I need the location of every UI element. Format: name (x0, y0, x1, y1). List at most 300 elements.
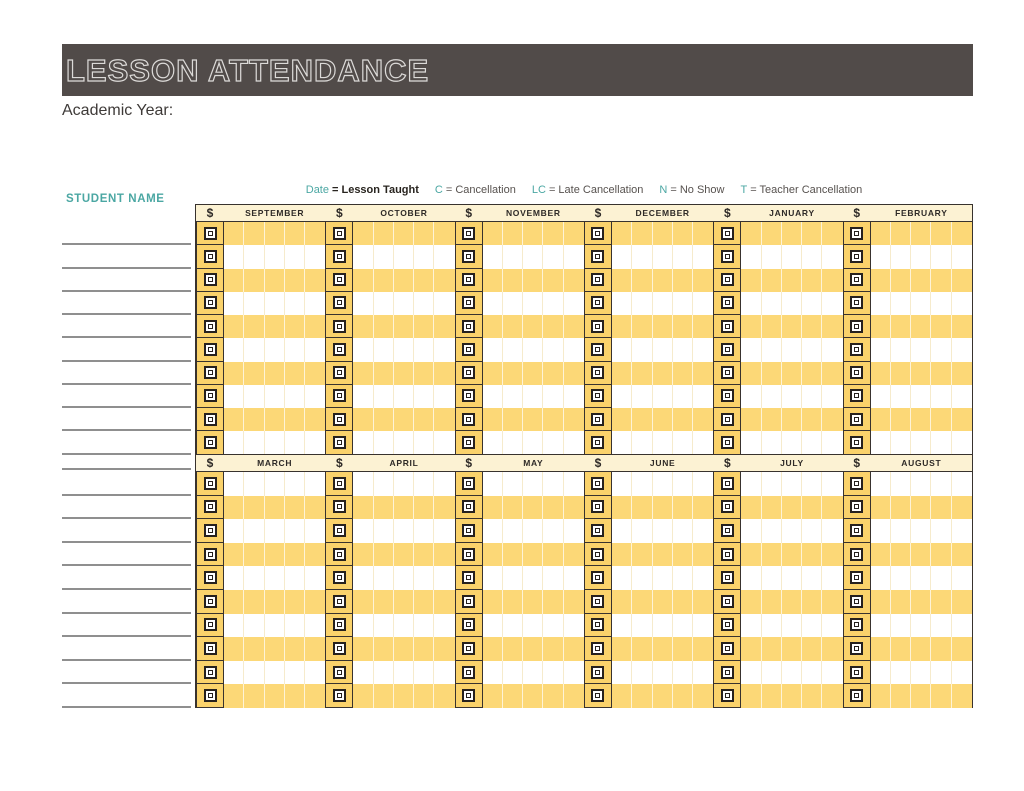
attendance-cell[interactable] (612, 614, 632, 638)
fee-checkbox-cell[interactable] (713, 269, 741, 292)
fee-checkbox-cell[interactable] (325, 472, 353, 496)
fee-checkbox-cell[interactable] (196, 315, 224, 338)
attendance-cell[interactable] (523, 472, 543, 496)
attendance-cell[interactable] (434, 472, 454, 496)
attendance-cell[interactable] (564, 566, 584, 590)
fee-checkbox-cell[interactable] (713, 472, 741, 496)
attendance-cell[interactable] (414, 222, 434, 245)
attendance-cell[interactable] (653, 292, 673, 315)
attendance-cell[interactable] (891, 269, 911, 292)
attendance-cell[interactable] (741, 566, 761, 590)
fee-checkbox-cell[interactable] (196, 590, 224, 614)
attendance-cell[interactable] (305, 614, 325, 638)
attendance-cell[interactable] (414, 385, 434, 408)
attendance-cell[interactable] (483, 637, 503, 661)
fee-checkbox-cell[interactable] (584, 269, 612, 292)
attendance-cell[interactable] (871, 590, 891, 614)
attendance-cell[interactable] (822, 684, 842, 708)
attendance-cell[interactable] (543, 566, 563, 590)
attendance-cell[interactable] (374, 590, 394, 614)
attendance-cell[interactable] (931, 245, 951, 268)
attendance-cell[interactable] (374, 385, 394, 408)
attendance-cell[interactable] (224, 315, 244, 338)
attendance-cell[interactable] (503, 315, 523, 338)
attendance-cell[interactable] (871, 637, 891, 661)
attendance-cell[interactable] (612, 684, 632, 708)
attendance-cell[interactable] (523, 222, 543, 245)
attendance-cell[interactable] (952, 431, 972, 454)
attendance-cell[interactable] (802, 472, 822, 496)
attendance-cell[interactable] (632, 472, 652, 496)
attendance-cell[interactable] (653, 245, 673, 268)
attendance-cell[interactable] (802, 496, 822, 520)
attendance-cell[interactable] (543, 543, 563, 567)
attendance-cell[interactable] (632, 245, 652, 268)
attendance-cell[interactable] (822, 362, 842, 385)
fee-checkbox-cell[interactable] (584, 315, 612, 338)
attendance-cell[interactable] (632, 590, 652, 614)
attendance-cell[interactable] (673, 362, 693, 385)
attendance-cell[interactable] (693, 269, 713, 292)
attendance-cell[interactable] (673, 519, 693, 543)
fee-checkbox-cell[interactable] (584, 292, 612, 315)
attendance-cell[interactable] (483, 362, 503, 385)
attendance-cell[interactable] (434, 292, 454, 315)
attendance-cell[interactable] (673, 684, 693, 708)
attendance-cell[interactable] (353, 338, 373, 361)
fee-checkbox-cell[interactable] (455, 590, 483, 614)
fee-checkbox-cell[interactable] (455, 684, 483, 708)
fee-checkbox-cell[interactable] (713, 590, 741, 614)
attendance-cell[interactable] (305, 362, 325, 385)
attendance-cell[interactable] (265, 637, 285, 661)
fee-checkbox-cell[interactable] (713, 566, 741, 590)
fee-checkbox-cell[interactable] (196, 543, 224, 567)
attendance-cell[interactable] (353, 245, 373, 268)
attendance-cell[interactable] (653, 566, 673, 590)
attendance-cell[interactable] (673, 245, 693, 268)
attendance-cell[interactable] (265, 385, 285, 408)
attendance-cell[interactable] (224, 222, 244, 245)
attendance-cell[interactable] (503, 338, 523, 361)
attendance-cell[interactable] (224, 431, 244, 454)
attendance-cell[interactable] (374, 637, 394, 661)
attendance-cell[interactable] (244, 590, 264, 614)
attendance-cell[interactable] (782, 362, 802, 385)
attendance-cell[interactable] (612, 566, 632, 590)
attendance-cell[interactable] (931, 614, 951, 638)
attendance-cell[interactable] (931, 684, 951, 708)
fee-checkbox-cell[interactable] (325, 431, 353, 454)
attendance-cell[interactable] (244, 269, 264, 292)
attendance-cell[interactable] (543, 614, 563, 638)
attendance-cell[interactable] (434, 661, 454, 685)
fee-checkbox-cell[interactable] (843, 519, 871, 543)
attendance-cell[interactable] (802, 590, 822, 614)
fee-checkbox-cell[interactable] (584, 496, 612, 520)
attendance-cell[interactable] (374, 472, 394, 496)
attendance-cell[interactable] (952, 385, 972, 408)
fee-checkbox-cell[interactable] (455, 496, 483, 520)
attendance-cell[interactable] (543, 472, 563, 496)
fee-checkbox-cell[interactable] (325, 385, 353, 408)
fee-checkbox-cell[interactable] (713, 315, 741, 338)
fee-checkbox-cell[interactable] (196, 566, 224, 590)
attendance-cell[interactable] (762, 614, 782, 638)
attendance-cell[interactable] (564, 292, 584, 315)
attendance-cell[interactable] (871, 566, 891, 590)
attendance-cell[interactable] (762, 408, 782, 431)
fee-checkbox-cell[interactable] (713, 292, 741, 315)
attendance-cell[interactable] (305, 566, 325, 590)
attendance-cell[interactable] (931, 519, 951, 543)
attendance-cell[interactable] (632, 614, 652, 638)
attendance-cell[interactable] (434, 408, 454, 431)
attendance-cell[interactable] (952, 472, 972, 496)
attendance-cell[interactable] (543, 292, 563, 315)
attendance-cell[interactable] (434, 431, 454, 454)
fee-checkbox-cell[interactable] (843, 684, 871, 708)
attendance-cell[interactable] (891, 472, 911, 496)
attendance-cell[interactable] (891, 496, 911, 520)
attendance-cell[interactable] (931, 472, 951, 496)
fee-checkbox-cell[interactable] (455, 661, 483, 685)
student-name-line[interactable] (62, 383, 191, 385)
attendance-cell[interactable] (244, 385, 264, 408)
attendance-cell[interactable] (952, 496, 972, 520)
attendance-cell[interactable] (952, 543, 972, 567)
attendance-cell[interactable] (693, 614, 713, 638)
student-name-line[interactable] (62, 635, 191, 637)
attendance-cell[interactable] (693, 362, 713, 385)
attendance-cell[interactable] (374, 338, 394, 361)
fee-checkbox-cell[interactable] (713, 661, 741, 685)
fee-checkbox-cell[interactable] (196, 661, 224, 685)
attendance-cell[interactable] (693, 543, 713, 567)
attendance-cell[interactable] (673, 661, 693, 685)
attendance-cell[interactable] (782, 472, 802, 496)
attendance-cell[interactable] (305, 385, 325, 408)
attendance-cell[interactable] (802, 543, 822, 567)
attendance-cell[interactable] (673, 292, 693, 315)
attendance-cell[interactable] (305, 472, 325, 496)
attendance-cell[interactable] (523, 590, 543, 614)
attendance-cell[interactable] (952, 362, 972, 385)
attendance-cell[interactable] (782, 292, 802, 315)
attendance-cell[interactable] (285, 590, 305, 614)
attendance-cell[interactable] (612, 222, 632, 245)
attendance-cell[interactable] (632, 385, 652, 408)
attendance-cell[interactable] (891, 385, 911, 408)
attendance-cell[interactable] (564, 269, 584, 292)
attendance-cell[interactable] (891, 661, 911, 685)
attendance-cell[interactable] (265, 614, 285, 638)
attendance-cell[interactable] (911, 315, 931, 338)
attendance-cell[interactable] (414, 338, 434, 361)
attendance-cell[interactable] (285, 269, 305, 292)
fee-checkbox-cell[interactable] (325, 519, 353, 543)
attendance-cell[interactable] (224, 661, 244, 685)
attendance-cell[interactable] (822, 292, 842, 315)
attendance-cell[interactable] (632, 408, 652, 431)
student-name-line[interactable] (62, 243, 191, 245)
fee-checkbox-cell[interactable] (713, 222, 741, 245)
fee-checkbox-cell[interactable] (584, 431, 612, 454)
attendance-cell[interactable] (693, 661, 713, 685)
fee-checkbox-cell[interactable] (325, 292, 353, 315)
fee-checkbox-cell[interactable] (584, 590, 612, 614)
attendance-cell[interactable] (503, 566, 523, 590)
fee-checkbox-cell[interactable] (196, 362, 224, 385)
attendance-cell[interactable] (612, 408, 632, 431)
attendance-cell[interactable] (224, 543, 244, 567)
attendance-cell[interactable] (693, 245, 713, 268)
fee-checkbox-cell[interactable] (196, 338, 224, 361)
attendance-cell[interactable] (483, 338, 503, 361)
fee-checkbox-cell[interactable] (196, 496, 224, 520)
attendance-cell[interactable] (224, 519, 244, 543)
attendance-cell[interactable] (822, 269, 842, 292)
attendance-cell[interactable] (265, 269, 285, 292)
attendance-cell[interactable] (762, 637, 782, 661)
attendance-cell[interactable] (434, 637, 454, 661)
attendance-cell[interactable] (653, 637, 673, 661)
attendance-cell[interactable] (394, 245, 414, 268)
attendance-cell[interactable] (653, 431, 673, 454)
attendance-cell[interactable] (265, 338, 285, 361)
attendance-cell[interactable] (244, 543, 264, 567)
attendance-cell[interactable] (741, 362, 761, 385)
fee-checkbox-cell[interactable] (843, 408, 871, 431)
fee-checkbox-cell[interactable] (713, 684, 741, 708)
attendance-cell[interactable] (244, 637, 264, 661)
attendance-cell[interactable] (673, 385, 693, 408)
attendance-cell[interactable] (265, 431, 285, 454)
attendance-cell[interactable] (224, 338, 244, 361)
attendance-cell[interactable] (782, 496, 802, 520)
attendance-cell[interactable] (503, 269, 523, 292)
fee-checkbox-cell[interactable] (713, 245, 741, 268)
attendance-cell[interactable] (523, 614, 543, 638)
attendance-cell[interactable] (612, 496, 632, 520)
fee-checkbox-cell[interactable] (325, 637, 353, 661)
attendance-cell[interactable] (434, 385, 454, 408)
attendance-cell[interactable] (612, 519, 632, 543)
attendance-cell[interactable] (523, 269, 543, 292)
attendance-cell[interactable] (353, 614, 373, 638)
attendance-cell[interactable] (353, 385, 373, 408)
attendance-cell[interactable] (414, 590, 434, 614)
fee-checkbox-cell[interactable] (843, 338, 871, 361)
fee-checkbox-cell[interactable] (455, 362, 483, 385)
attendance-cell[interactable] (394, 431, 414, 454)
attendance-cell[interactable] (224, 566, 244, 590)
attendance-cell[interactable] (762, 431, 782, 454)
fee-checkbox-cell[interactable] (584, 222, 612, 245)
attendance-cell[interactable] (414, 661, 434, 685)
attendance-cell[interactable] (564, 222, 584, 245)
fee-checkbox-cell[interactable] (713, 637, 741, 661)
fee-checkbox-cell[interactable] (325, 338, 353, 361)
attendance-cell[interactable] (911, 222, 931, 245)
attendance-cell[interactable] (931, 338, 951, 361)
attendance-cell[interactable] (952, 684, 972, 708)
attendance-cell[interactable] (802, 245, 822, 268)
attendance-cell[interactable] (285, 543, 305, 567)
attendance-cell[interactable] (911, 362, 931, 385)
student-name-line[interactable] (62, 682, 191, 684)
attendance-cell[interactable] (265, 566, 285, 590)
attendance-cell[interactable] (353, 684, 373, 708)
attendance-cell[interactable] (394, 637, 414, 661)
attendance-cell[interactable] (911, 566, 931, 590)
attendance-cell[interactable] (503, 472, 523, 496)
attendance-cell[interactable] (265, 684, 285, 708)
attendance-cell[interactable] (265, 496, 285, 520)
attendance-cell[interactable] (564, 315, 584, 338)
attendance-cell[interactable] (911, 590, 931, 614)
attendance-cell[interactable] (931, 385, 951, 408)
fee-checkbox-cell[interactable] (713, 385, 741, 408)
attendance-cell[interactable] (871, 408, 891, 431)
attendance-cell[interactable] (374, 245, 394, 268)
fee-checkbox-cell[interactable] (455, 338, 483, 361)
fee-checkbox-cell[interactable] (455, 292, 483, 315)
attendance-cell[interactable] (782, 590, 802, 614)
attendance-cell[interactable] (741, 590, 761, 614)
attendance-cell[interactable] (285, 637, 305, 661)
attendance-cell[interactable] (224, 385, 244, 408)
attendance-cell[interactable] (802, 519, 822, 543)
attendance-cell[interactable] (305, 431, 325, 454)
attendance-cell[interactable] (434, 590, 454, 614)
attendance-cell[interactable] (394, 385, 414, 408)
attendance-cell[interactable] (782, 385, 802, 408)
attendance-cell[interactable] (653, 614, 673, 638)
attendance-cell[interactable] (224, 590, 244, 614)
fee-checkbox-cell[interactable] (455, 245, 483, 268)
attendance-cell[interactable] (483, 222, 503, 245)
attendance-cell[interactable] (394, 362, 414, 385)
attendance-cell[interactable] (802, 684, 822, 708)
attendance-cell[interactable] (434, 614, 454, 638)
attendance-cell[interactable] (891, 590, 911, 614)
attendance-cell[interactable] (394, 590, 414, 614)
fee-checkbox-cell[interactable] (455, 637, 483, 661)
attendance-cell[interactable] (305, 408, 325, 431)
attendance-cell[interactable] (224, 496, 244, 520)
attendance-cell[interactable] (952, 661, 972, 685)
attendance-cell[interactable] (543, 431, 563, 454)
fee-checkbox-cell[interactable] (325, 269, 353, 292)
attendance-cell[interactable] (543, 519, 563, 543)
attendance-cell[interactable] (632, 362, 652, 385)
attendance-cell[interactable] (265, 543, 285, 567)
attendance-cell[interactable] (244, 684, 264, 708)
attendance-cell[interactable] (483, 590, 503, 614)
attendance-cell[interactable] (244, 566, 264, 590)
fee-checkbox-cell[interactable] (325, 408, 353, 431)
fee-checkbox-cell[interactable] (584, 338, 612, 361)
attendance-cell[interactable] (762, 338, 782, 361)
attendance-cell[interactable] (822, 245, 842, 268)
attendance-cell[interactable] (762, 684, 782, 708)
attendance-cell[interactable] (224, 637, 244, 661)
attendance-cell[interactable] (305, 315, 325, 338)
attendance-cell[interactable] (911, 385, 931, 408)
attendance-cell[interactable] (394, 315, 414, 338)
fee-checkbox-cell[interactable] (455, 222, 483, 245)
attendance-cell[interactable] (564, 637, 584, 661)
fee-checkbox-cell[interactable] (713, 431, 741, 454)
attendance-cell[interactable] (931, 566, 951, 590)
attendance-cell[interactable] (564, 245, 584, 268)
attendance-cell[interactable] (285, 519, 305, 543)
attendance-cell[interactable] (483, 496, 503, 520)
fee-checkbox-cell[interactable] (843, 496, 871, 520)
attendance-cell[interactable] (503, 661, 523, 685)
fee-checkbox-cell[interactable] (843, 385, 871, 408)
attendance-cell[interactable] (653, 472, 673, 496)
attendance-cell[interactable] (543, 245, 563, 268)
attendance-cell[interactable] (911, 338, 931, 361)
attendance-cell[interactable] (741, 431, 761, 454)
attendance-cell[interactable] (224, 292, 244, 315)
attendance-cell[interactable] (414, 269, 434, 292)
student-name-line[interactable] (62, 541, 191, 543)
attendance-cell[interactable] (523, 385, 543, 408)
attendance-cell[interactable] (244, 614, 264, 638)
attendance-cell[interactable] (741, 338, 761, 361)
attendance-cell[interactable] (782, 566, 802, 590)
attendance-cell[interactable] (483, 245, 503, 268)
attendance-cell[interactable] (632, 338, 652, 361)
attendance-cell[interactable] (434, 543, 454, 567)
fee-checkbox-cell[interactable] (584, 245, 612, 268)
student-name-line[interactable] (62, 453, 191, 455)
attendance-cell[interactable] (762, 385, 782, 408)
attendance-cell[interactable] (952, 338, 972, 361)
attendance-cell[interactable] (224, 269, 244, 292)
attendance-cell[interactable] (891, 519, 911, 543)
attendance-cell[interactable] (782, 614, 802, 638)
attendance-cell[interactable] (673, 338, 693, 361)
attendance-cell[interactable] (632, 292, 652, 315)
attendance-cell[interactable] (564, 614, 584, 638)
attendance-cell[interactable] (822, 614, 842, 638)
attendance-cell[interactable] (394, 222, 414, 245)
attendance-cell[interactable] (394, 543, 414, 567)
attendance-cell[interactable] (543, 362, 563, 385)
attendance-cell[interactable] (891, 684, 911, 708)
student-name-line[interactable] (62, 429, 191, 431)
attendance-cell[interactable] (952, 408, 972, 431)
attendance-cell[interactable] (802, 362, 822, 385)
attendance-cell[interactable] (822, 472, 842, 496)
attendance-cell[interactable] (891, 315, 911, 338)
attendance-cell[interactable] (394, 566, 414, 590)
attendance-cell[interactable] (653, 519, 673, 543)
attendance-cell[interactable] (802, 431, 822, 454)
attendance-cell[interactable] (741, 614, 761, 638)
attendance-cell[interactable] (612, 543, 632, 567)
attendance-cell[interactable] (224, 245, 244, 268)
attendance-cell[interactable] (285, 684, 305, 708)
attendance-cell[interactable] (891, 292, 911, 315)
attendance-cell[interactable] (503, 496, 523, 520)
fee-checkbox-cell[interactable] (584, 385, 612, 408)
attendance-cell[interactable] (285, 338, 305, 361)
